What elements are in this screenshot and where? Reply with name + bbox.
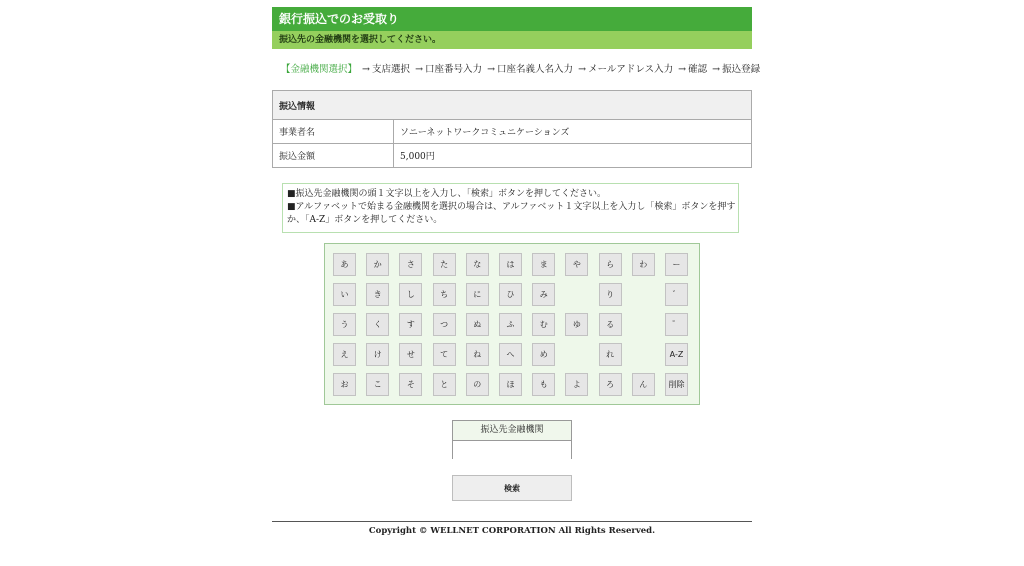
kana-key[interactable]: ほ [499, 373, 522, 396]
kana-key[interactable]: よ [565, 373, 588, 396]
kana-keyboard [324, 243, 700, 405]
kana-key[interactable]: り [599, 283, 622, 306]
table-row [273, 120, 752, 144]
kana-key[interactable]: せ [399, 343, 422, 366]
kana-key[interactable]: ま [532, 253, 555, 276]
kana-key[interactable]: も [532, 373, 555, 396]
alphabet-key[interactable]: A-Z [665, 343, 688, 366]
kana-key[interactable]: て [433, 343, 456, 366]
kana-key[interactable]: る [599, 313, 622, 336]
kana-key[interactable]: ね [466, 343, 489, 366]
kana-key[interactable]: う [333, 313, 356, 336]
step-progress [281, 63, 761, 77]
kana-key[interactable]: さ [399, 253, 422, 276]
kana-key[interactable]: ゜ [665, 313, 688, 336]
kana-key[interactable]: と [433, 373, 456, 396]
business-name-label: 事業者名 [273, 120, 394, 144]
kana-key[interactable]: つ [433, 313, 456, 336]
kana-key[interactable]: ひ [499, 283, 522, 306]
transfer-info-heading: 振込情報 [273, 91, 752, 120]
kana-key[interactable]: ん [632, 373, 655, 396]
arrow-icon: → [678, 64, 687, 75]
table-row [273, 144, 752, 168]
bank-name-input[interactable] [453, 444, 571, 463]
page-subtitle: 振込先の金融機関を選択してください。 [272, 31, 752, 49]
kana-key[interactable]: む [532, 313, 555, 336]
kana-key[interactable]: や [565, 253, 588, 276]
amount-label: 振込金額 [273, 144, 394, 168]
main-container [272, 7, 761, 233]
step-item: 確認 [688, 64, 708, 75]
instruction-line: ■アルファベットで始まる金融機関を選択の場合は、アルファベット１文字以上を入力し「検索」ボタンを押すか、「A-Z」ボタンを押してください。 [287, 202, 736, 225]
kana-key[interactable]: そ [399, 373, 422, 396]
step-item: 支店選択 [372, 64, 411, 75]
kana-key[interactable]: ぬ [466, 313, 489, 336]
kana-key[interactable]: こ [366, 373, 389, 396]
kana-key[interactable]: お [333, 373, 356, 396]
kana-key[interactable]: ら [599, 253, 622, 276]
arrow-icon: → [578, 64, 587, 75]
transfer-info-table [272, 90, 752, 168]
business-name-value: ソニーネットワークコミュニケーションズ [394, 120, 752, 144]
kana-key[interactable]: な [466, 253, 489, 276]
step-item: 振込登録 [722, 64, 761, 75]
kana-key[interactable]: ー [665, 253, 688, 276]
kana-key[interactable]: わ [632, 253, 655, 276]
kana-key[interactable]: は [499, 253, 522, 276]
kana-key[interactable]: い [333, 283, 356, 306]
instruction-notice [282, 183, 739, 233]
kana-key[interactable]: す [399, 313, 422, 336]
step-item: 口座名義人名入力 [497, 64, 574, 75]
footer-divider [272, 521, 752, 522]
step-item: 口座番号入力 [425, 64, 483, 75]
kana-key[interactable]: く [366, 313, 389, 336]
kana-key[interactable]: ろ [599, 373, 622, 396]
kana-key[interactable]: の [466, 373, 489, 396]
kana-key[interactable]: え [333, 343, 356, 366]
kana-key[interactable]: め [532, 343, 555, 366]
kana-key[interactable]: れ [599, 343, 622, 366]
kana-key[interactable]: し [399, 283, 422, 306]
kana-key[interactable]: ち [433, 283, 456, 306]
kana-key[interactable]: き [366, 283, 389, 306]
delete-key[interactable]: 削除 [665, 373, 688, 396]
arrow-icon: → [415, 64, 424, 75]
kana-key[interactable]: ふ [499, 313, 522, 336]
kana-key[interactable]: あ [333, 253, 356, 276]
page-title: 銀行振込でのお受取り [272, 7, 752, 31]
kana-key[interactable]: か [366, 253, 389, 276]
copyright-text: Copyright © WELLNET CORPORATION All Rights Reserved. [368, 526, 656, 536]
bank-field [452, 420, 572, 459]
kana-key[interactable]: へ [499, 343, 522, 366]
step-current: 【金融機関選択】 [281, 64, 358, 75]
arrow-icon: → [487, 64, 496, 75]
arrow-icon: → [712, 64, 721, 75]
kana-key[interactable]: に [466, 283, 489, 306]
step-item: メールアドレス入力 [588, 64, 674, 75]
instruction-line: ■振込先金融機関の頭１文字以上を入力し、「検索」ボタンを押してください。 [287, 189, 607, 199]
arrow-icon: → [362, 64, 371, 75]
bank-field-label: 振込先金融機関 [453, 421, 571, 441]
kana-key[interactable]: た [433, 253, 456, 276]
kana-key[interactable]: ゛ [665, 283, 688, 306]
amount-value: 5,000円 [394, 144, 752, 168]
kana-key[interactable]: ゆ [565, 313, 588, 336]
search-button[interactable]: 検索 [452, 475, 572, 501]
kana-key[interactable]: け [366, 343, 389, 366]
kana-key[interactable]: み [532, 283, 555, 306]
